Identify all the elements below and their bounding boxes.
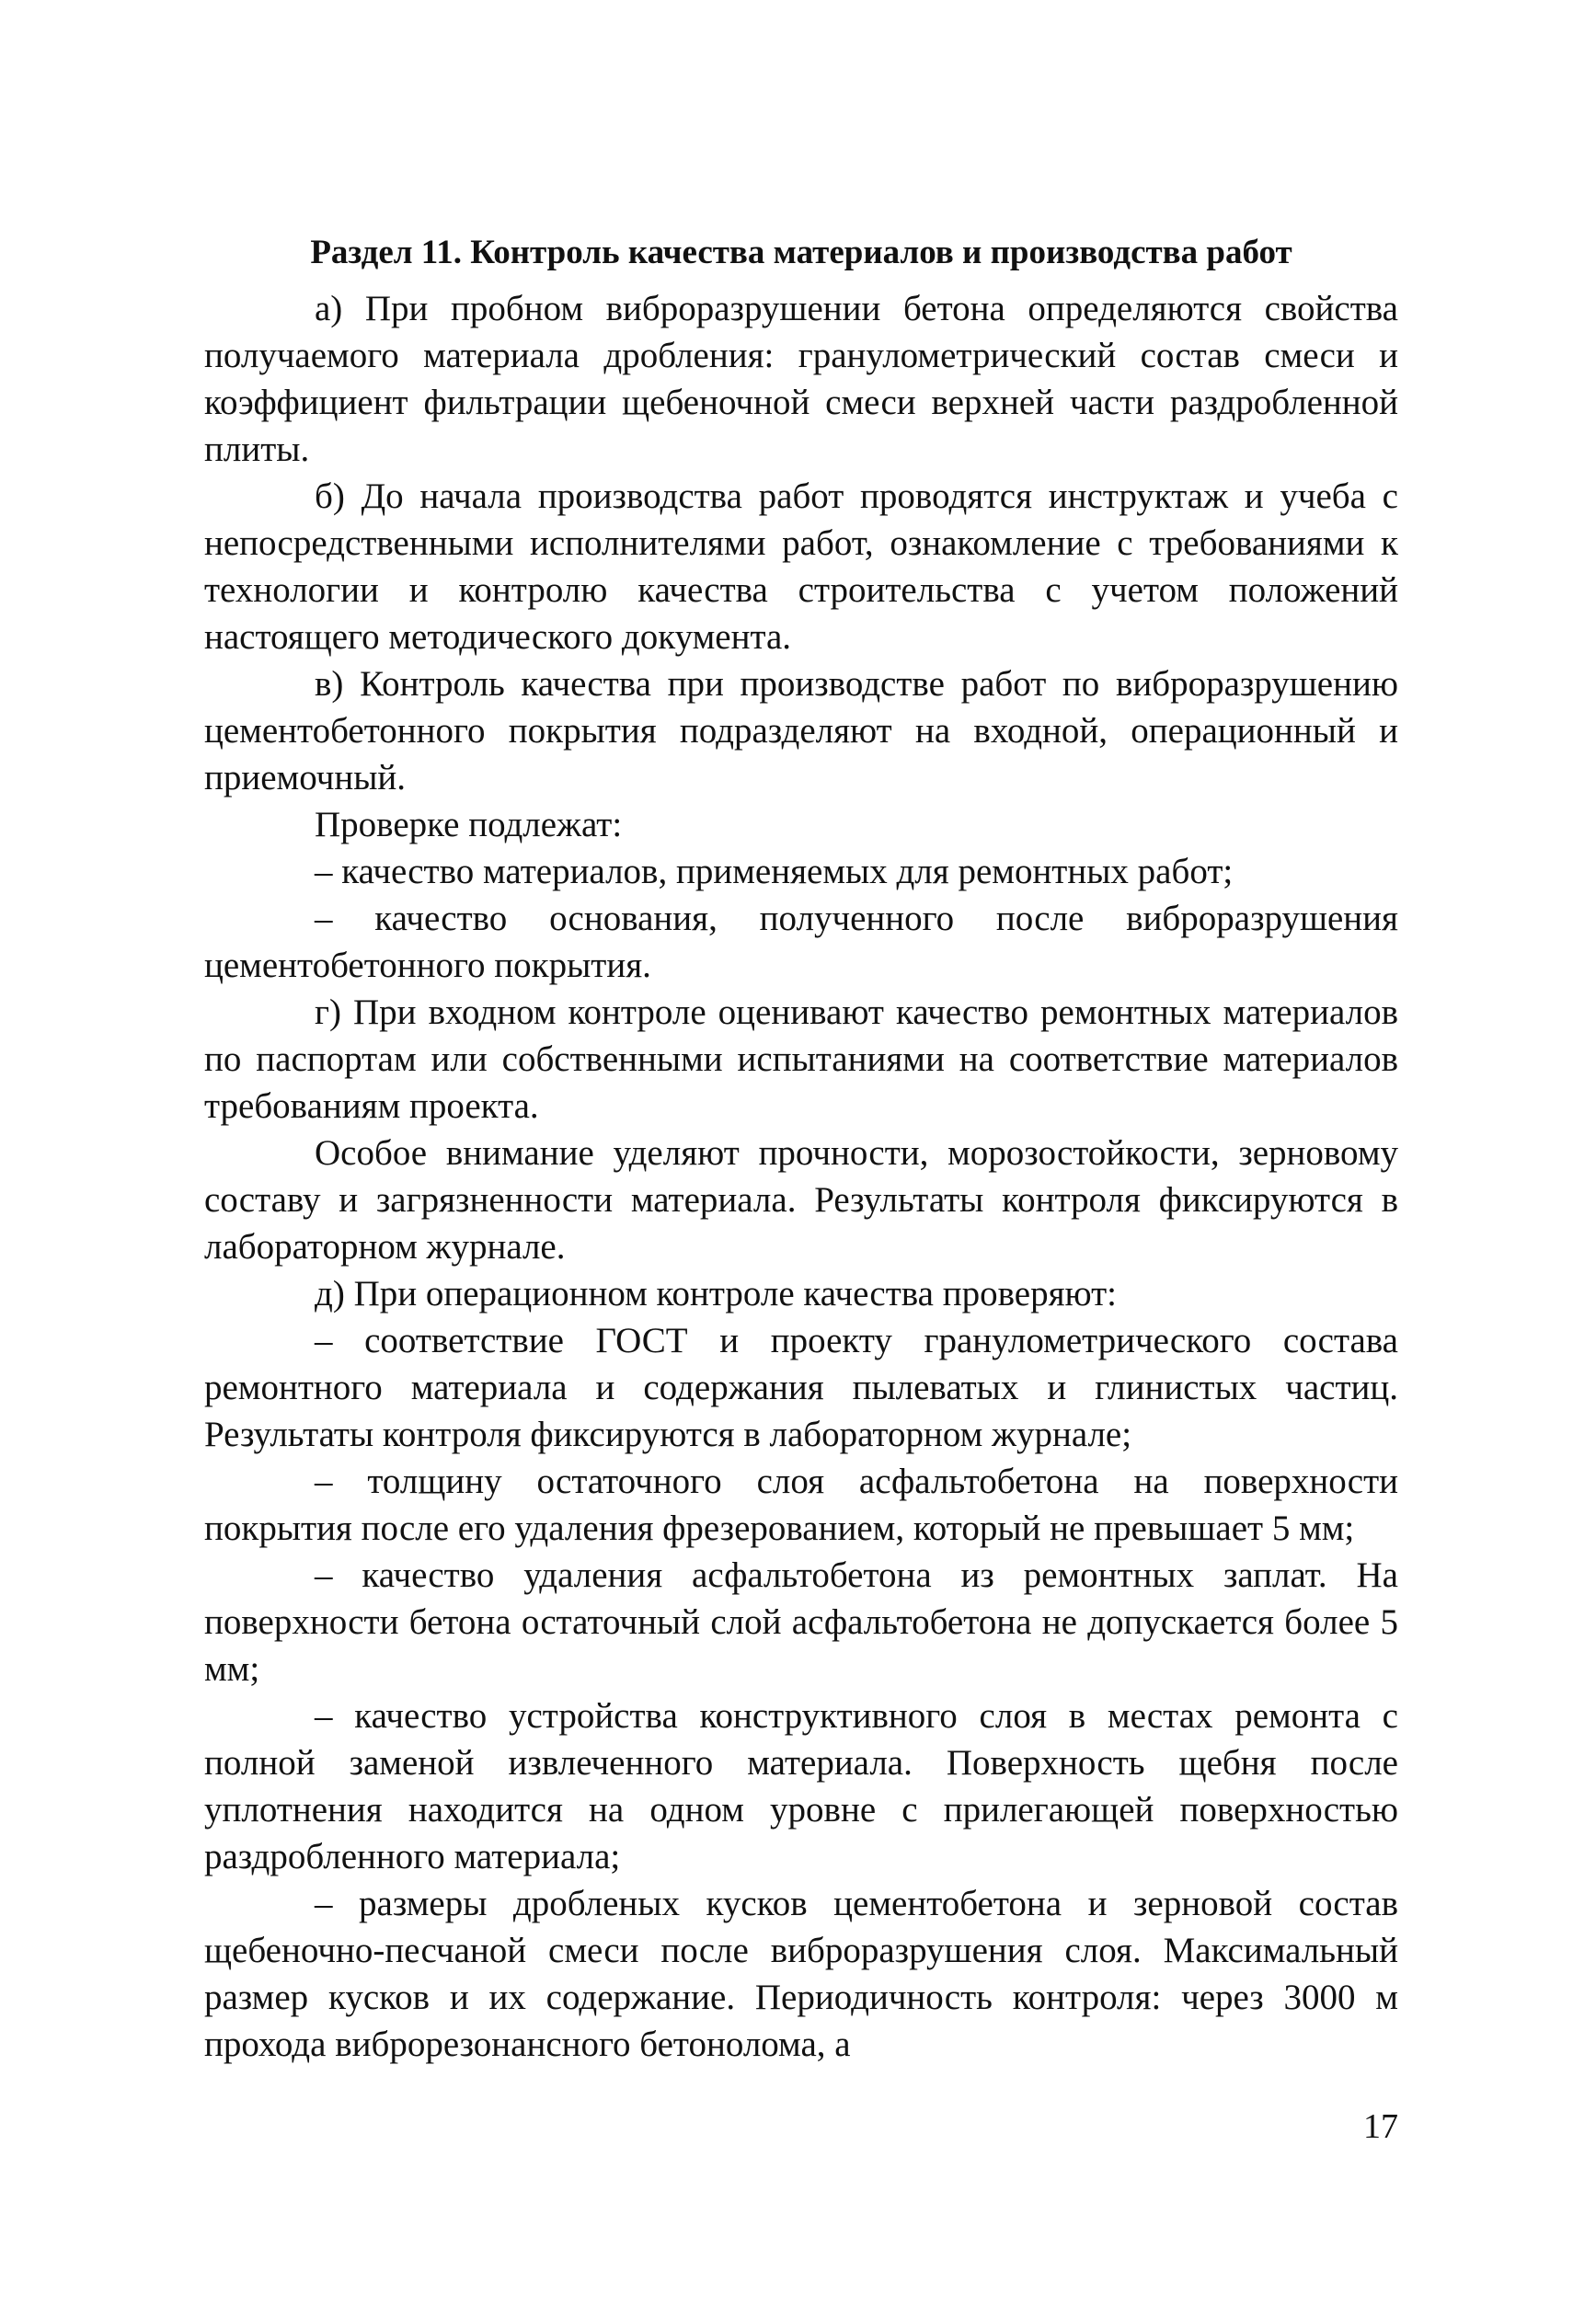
list-item: – соответствие ГОСТ и проекту гранулометрического состава ремонтного материала и содержания пылеватых и глинистых частиц. Результаты контроля фиксируются в лабораторном журнале; <box>204 1321 1398 1454</box>
list-item: – размеры дробленых кусков цементобетона и зерновой состав щебеночно-песчаной смеси после виброразрушения слоя. Максимальный размер кусков и их содержание. Периодичность контроля: через 3000 м прохода виброрезонансного бетонолома, а <box>204 1884 1398 2064</box>
page-number: 17 <box>1363 2107 1398 2146</box>
paragraph-attention: Особое внимание уделяют прочности, морозостойкости, зерновому составу и загрязненности материала. Результаты контроля фиксируются в лабораторном журнале. <box>204 1133 1398 1267</box>
paragraph-d: д) При операционном контроле качества проверяют: <box>315 1274 1118 1314</box>
section-title: Раздел 11. Контроль качества материалов и производства работ <box>310 234 1292 271</box>
paragraph-check-intro: Проверке подлежат: <box>315 805 623 844</box>
paragraph-g: г) При входном контроле оценивают качество ремонтных материалов по паспортам или собственными испытаниями на соответствие материалов требованиям проекта. <box>204 992 1398 1126</box>
list-item: – толщину остаточного слоя асфальтобетона на поверхности покрытия после его удаления фрезерованием, который не превышает 5 мм; <box>204 1462 1398 1548</box>
page-content <box>204 225 1398 2068</box>
paragraph-v: в) Контроль качества при производстве работ по виброразрушению цементобетонного покрытия подразделяют на входной, операционный и приемочный. <box>204 664 1398 797</box>
list-item: – качество основания, полученного после виброразрушения цементобетонного покрытия. <box>204 899 1398 985</box>
list-item: – качество материалов, применяемых для ремонтных работ; <box>315 852 1234 891</box>
list-item: – качество удаления асфальтобетона из ремонтных заплат. На поверхности бетона остаточный слой асфальтобетона не допускается более 5 мм; <box>204 1555 1398 1689</box>
list-item: – качество устройства конструктивного слоя в местах ремонта с полной заменой извлеченного материала. Поверхность щебня после уплотнения находится на одном уровне с прилегающей поверхностью раздробленного материала; <box>204 1696 1398 1876</box>
paragraph-b: б) До начала производства работ проводятся инструктаж и учеба с непосредственными исполнителями работ, ознакомление с требованиями к технологии и контролю качества строительства с учетом положений настоящего методического документа. <box>204 476 1398 657</box>
paragraph-a: а) При пробном виброразрушении бетона определяются свойства получаемого материала дробления: гранулометрический состав смеси и коэффициент фильтрации щебеночной смеси верхней части раздробленной плиты. <box>204 289 1398 469</box>
